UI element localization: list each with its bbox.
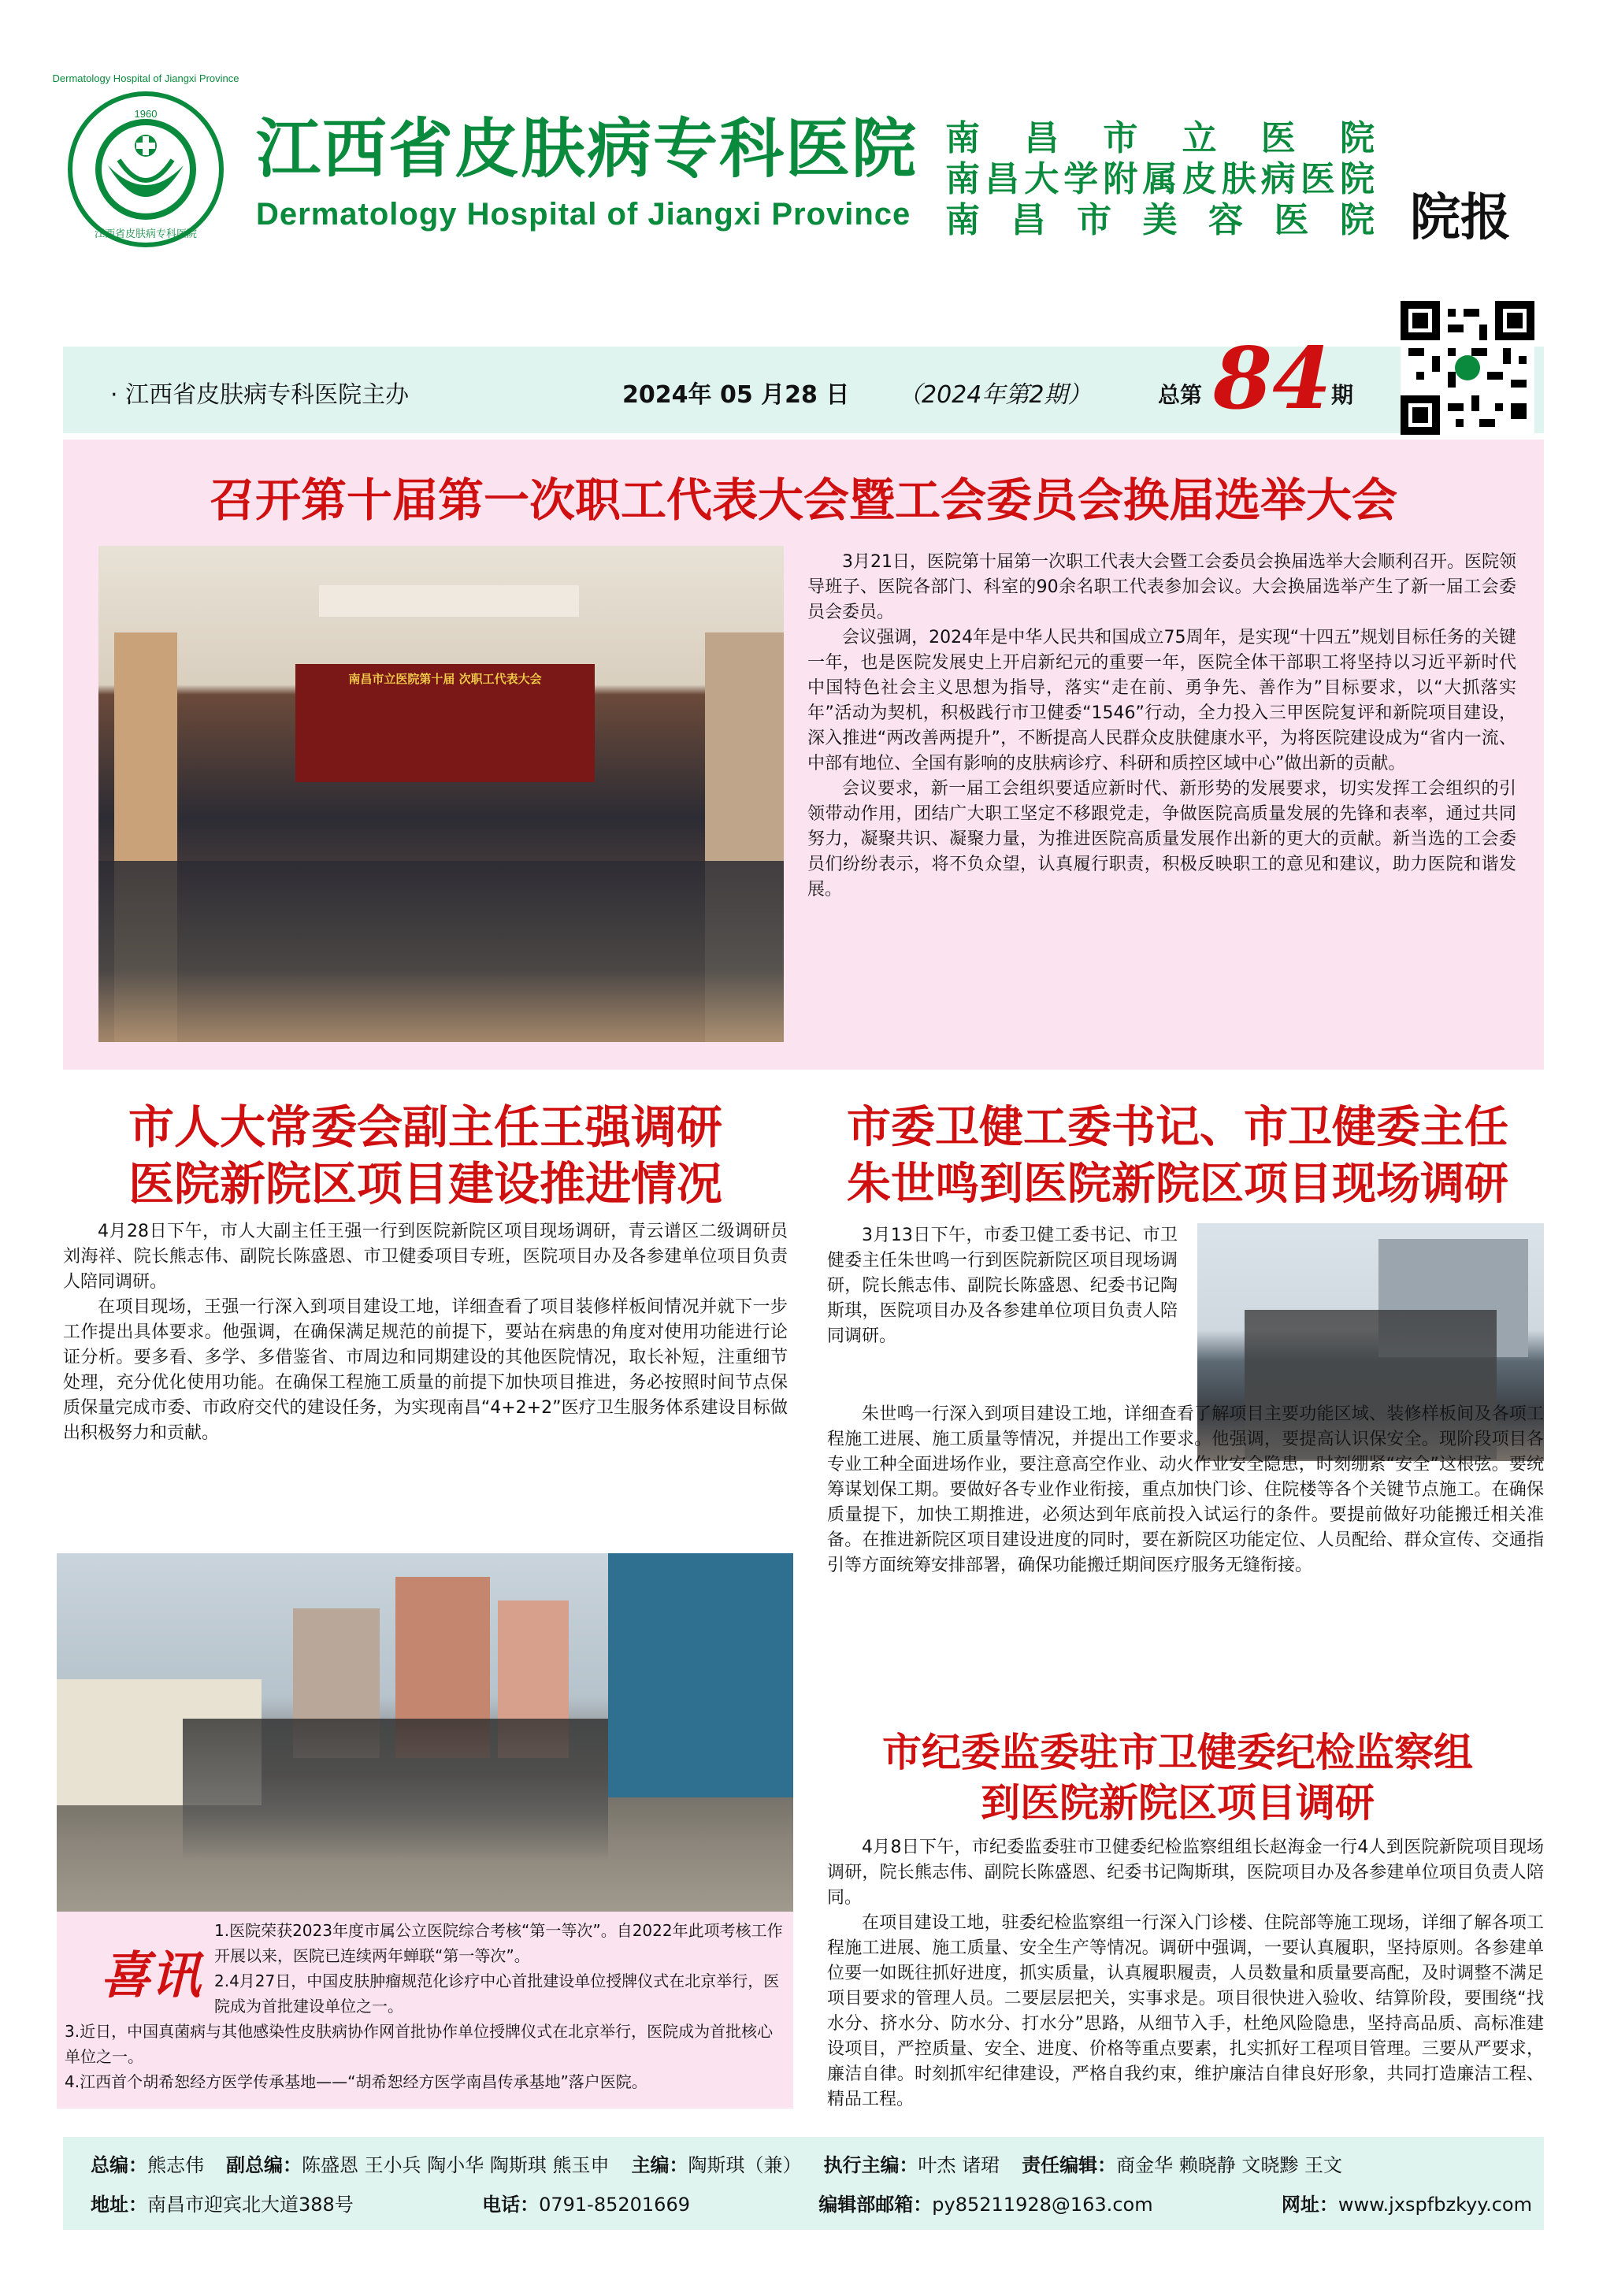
alt-name-1: 南 昌 市 立 医 院 bbox=[945, 118, 1375, 158]
article-1-para-2: 会议强调，2024年是中华人民共和国成立75周年，是实现“十四五”规划目标任务的关键一年，也是医院发展史上开启新纪元的重要一年，医院全体干部职工将坚持以习近平新时代中国特色社会主义思想为指导，落实“走在前、勇争先、善作为”目标要求，以“大抓落实年”活动为契机，积极践行市卫健委“1546”行动，全力投入三甲医院复评和新院项目建设，深入推进“两改善两提升”，不断提高人民群众皮肤健康水平，为将医院建设成为“省内一流、中部有地位、全国有影响的皮肤病诊疗、科研和质控区域中心”做出新的贡献。 bbox=[807, 628, 1516, 773]
qr-code[interactable] bbox=[1401, 301, 1534, 435]
footer-responsible-editors: 责任编辑：商金华 赖晓静 文晓黪 王文 bbox=[1022, 2154, 1343, 2176]
article-2-title-line-1: 市人大常委会副主任王强调研 bbox=[128, 1100, 722, 1154]
footer bbox=[63, 2137, 1544, 2230]
article-3-para-2: 朱世鸣一行深入到项目建设工地，详细查看了解项目主要功能区域、装修样板间及各项工程施工进展、施工质量等情况，并提出工作要求。他强调，要提高认识保安全。现阶段项目各专业工种全面进场作业，要注意高空作业、动火作业安全隐患，时刻绷紧“安全”这根弦。要统筹谋划保工期。要做好各专业作业衔接，重点加快门诊、住院楼等各个关键节点施工。在确保质量提下，加快工期推进，必须达到年底前投入试运行的条件。要提前做好功能搬迁相关准备。在推进新院区项目建设进度的同时，要在新院区功能定位、人员配给、群众宣传、交通指引等方面统筹安排部署，确保功能搬迁期间医疗服务无缝衔接。 bbox=[827, 1404, 1544, 1575]
article-3-body-narrow bbox=[827, 1223, 1178, 1349]
meeting-banner: 南昌市立医院第十届 次职工代表大会 bbox=[348, 672, 542, 686]
masthead bbox=[0, 0, 1614, 347]
article-2-photo bbox=[57, 1553, 793, 1912]
total-issue-prefix: 总第 bbox=[1158, 382, 1203, 408]
alt-name-3: 南 昌 市 美 容 医 院 bbox=[945, 200, 1375, 240]
svg-text:1960: 1960 bbox=[134, 108, 158, 120]
article-2-para-1: 4月28日下午，市人大副主任王强一行到医院新院区项目现场调研，青云谱区二级调研员刘海祥、院长熊志伟、副院长陈盛恩、市卫健委项目专班，医院项目办及各参建单位项目负责人陪同调研。 bbox=[63, 1222, 788, 1292]
footer-row-2 bbox=[91, 2189, 1532, 2216]
news-item-4: 4.江西首个胡希恕经方医学传承基地——“胡希恕经方医学南昌传承基地”落户医院。 bbox=[65, 2072, 647, 2091]
article-4-para-2: 在项目建设工地，驻委纪检监察组一行深入门诊楼、住院部等施工现场，详细了解各项工程施工进展、施工质量、安全生产等情况。调研中强调，一要认真履职，坚持原则。各参建单位要一如既往抓好进度，抓实质量，认真履职履责，人员数量和质量要高配，及时调整不满足项目要求的管理人员。二要层层把关，实事求是。项目很快进入验收、结算阶段，要围绕“找水分、挤水分、防水分、打水分”思路，从细节入手，杜绝风险隐患，坚持高品质、高标准建设项目，严控质量、安全、进度、价格等重点要素，扎实抓好工程项目管理。三要从严要求，廉洁自律。时刻抓牢纪律建设，严格自我约束，维护廉洁自律良好形象，共同打造廉洁工程、精品工程。 bbox=[827, 1913, 1544, 2109]
alt-name-2: 南昌大学附属皮肤病医院 bbox=[945, 159, 1375, 199]
footer-email[interactable]: 编辑部邮箱：py85211928@163.com bbox=[818, 2194, 1153, 2216]
issue-number: （2024年第2期） bbox=[898, 381, 1092, 409]
article-2-title bbox=[63, 1099, 788, 1212]
hospital-name-cn: 江西省皮肤病专科医院 bbox=[256, 112, 918, 187]
article-1-body bbox=[807, 550, 1516, 903]
article-3-body-wide bbox=[827, 1402, 1544, 1578]
alt-names bbox=[945, 118, 1375, 241]
article-1-para-1: 3月21日，医院第十届第一次职工代表大会暨工会委员会换届选举大会顺利召开。医院领导班子、医院各部门、科室的90余名职工代表参加会议。大会换届选举产生了新一届工会委员会委员。 bbox=[807, 552, 1516, 622]
news-label: 喜讯 bbox=[100, 1946, 201, 2005]
footer-chief-editor: 主编：陶斯琪（兼） bbox=[631, 2154, 802, 2176]
footer-executive-editor: 执行主编：叶杰 诸珺 bbox=[823, 2154, 1000, 2176]
news-item-3: 3.近日，中国真菌病与其他感染性皮肤病协作网首批协作单位授牌仪式在北京举行，医院成为首批核心单位之一。 bbox=[65, 2022, 774, 2066]
footer-deputy-editors: 副总编：陈盛恩 王小兵 陶小华 陶斯琪 熊玉申 bbox=[226, 2154, 610, 2176]
sponsor-text: · 江西省皮肤病专科医院主办 bbox=[110, 381, 410, 409]
article-1-para-3: 会议要求，新一届工会组织要适应新时代、新形势的发展要求，切实发挥工会组织的引领带动作用，团结广大职工坚定不移跟党走，争做医院高质量发展的先锋和表率，通过共同努力，凝聚共识、凝聚力量，为推进医院高质量发展作出新的更大的贡献。新当选的工会委员们纷纷表示，将不负众望，认真履行职责，积极反映职工的意见和建议，助力医院和谐发展。 bbox=[807, 779, 1516, 899]
article-2-title-line-2: 医院新院区项目建设推进情况 bbox=[128, 1157, 722, 1211]
total-issue-number: 84 bbox=[1213, 329, 1332, 428]
total-issue-suffix: 期 bbox=[1331, 382, 1354, 408]
news-item-2: 2.4月27日，中国皮肤肿瘤规范化诊疗中心首批建设单位授牌仪式在北京举行，医院成为首批建设单位之一。 bbox=[214, 1971, 780, 2016]
article-3-title bbox=[811, 1099, 1544, 1212]
footer-phone: 电话：0791-85201669 bbox=[482, 2194, 690, 2216]
footer-row-1 bbox=[91, 2149, 1532, 2177]
article-3-para-1: 3月13日下午，市委卫健工委书记、市卫健委主任朱世鸣一行到医院新院区项目现场调研，院长熊志伟、副院长陈盛恩、纪委书记陶斯琪，医院项目办及各参建单位项目负责人陪同调研。 bbox=[827, 1226, 1178, 1346]
article-3-title-line-1: 市委卫健工委书记、市卫健委主任 bbox=[847, 1101, 1508, 1153]
article-4-para-1: 4月8日下午，市纪委监委驻市卫健委纪检监察组组长赵海金一行4人到医院新院项目现场调研，院长熊志伟、副院长陈盛恩、纪委书记陶斯琪，医院项目办及各参建单位项目负责人陪同。 bbox=[827, 1838, 1544, 1908]
article-4-title-line-1: 市纪委监委驻市卫健委纪检监察组 bbox=[882, 1729, 1473, 1775]
paper-name: 院报 bbox=[1410, 189, 1511, 247]
article-4-body bbox=[827, 1835, 1544, 2112]
article-1-title: 召开第十届第一次职工代表大会暨工会委员会换届选举大会 bbox=[209, 473, 1397, 527]
article-1-photo bbox=[98, 546, 784, 1042]
news-items bbox=[65, 1918, 785, 2094]
news-item-1: 1.医院荣获2023年度市属公立医院综合考核“第一等次”。自2022年此项考核工作开展以来，医院已连续两年蝉联“第一等次”。 bbox=[214, 1921, 783, 1965]
article-2-para-2: 在项目现场，王强一行深入到项目建设工地，详细查看了项目装修样板间情况并就下一步工作提出具体要求。他强调，在确保满足规范的前提下，要站在病患的角度对使用功能进行论证分析。要多看、多学、多借鉴省、市周边和同期建设的其他医院情况，取长补短，注重细节处理，充分优化使用功能。在确保工程施工质量的前提下加快项目推进，务必按照时间节点保质保量完成市委、市政府交代的建设任务，为实现南昌“4+2+2”医疗卫生服务体系建设目标做出积极努力和贡献。 bbox=[63, 1297, 788, 1443]
footer-website[interactable]: 网址：www.jxspfbzkyy.com bbox=[1281, 2194, 1532, 2216]
article-4-title-line-2: 到医院新院区项目调研 bbox=[981, 1779, 1375, 1826]
hospital-logo bbox=[67, 91, 224, 248]
article-3-title-line-2: 朱世鸣到医院新院区项目现场调研 bbox=[847, 1158, 1508, 1210]
news-box bbox=[57, 1912, 793, 2109]
article-1 bbox=[63, 440, 1544, 1070]
article-2-body bbox=[63, 1219, 788, 1446]
article-4-title bbox=[811, 1727, 1544, 1828]
svg-text:江西省皮肤病专科医院: 江西省皮肤病专科医院 bbox=[94, 228, 198, 240]
logo-ring-text: Dermatology Hospital of Jiangxi Province bbox=[52, 72, 239, 84]
hospital-name-en: Dermatology Hospital of Jiangxi Province bbox=[256, 197, 911, 232]
info-bar bbox=[63, 329, 1544, 433]
footer-address: 地址：南昌市迎宾北大道388号 bbox=[91, 2194, 354, 2216]
footer-editor-in-chief: 总编：熊志伟 bbox=[91, 2154, 204, 2176]
issue-date: 2024年 05 月28 日 bbox=[622, 381, 850, 409]
